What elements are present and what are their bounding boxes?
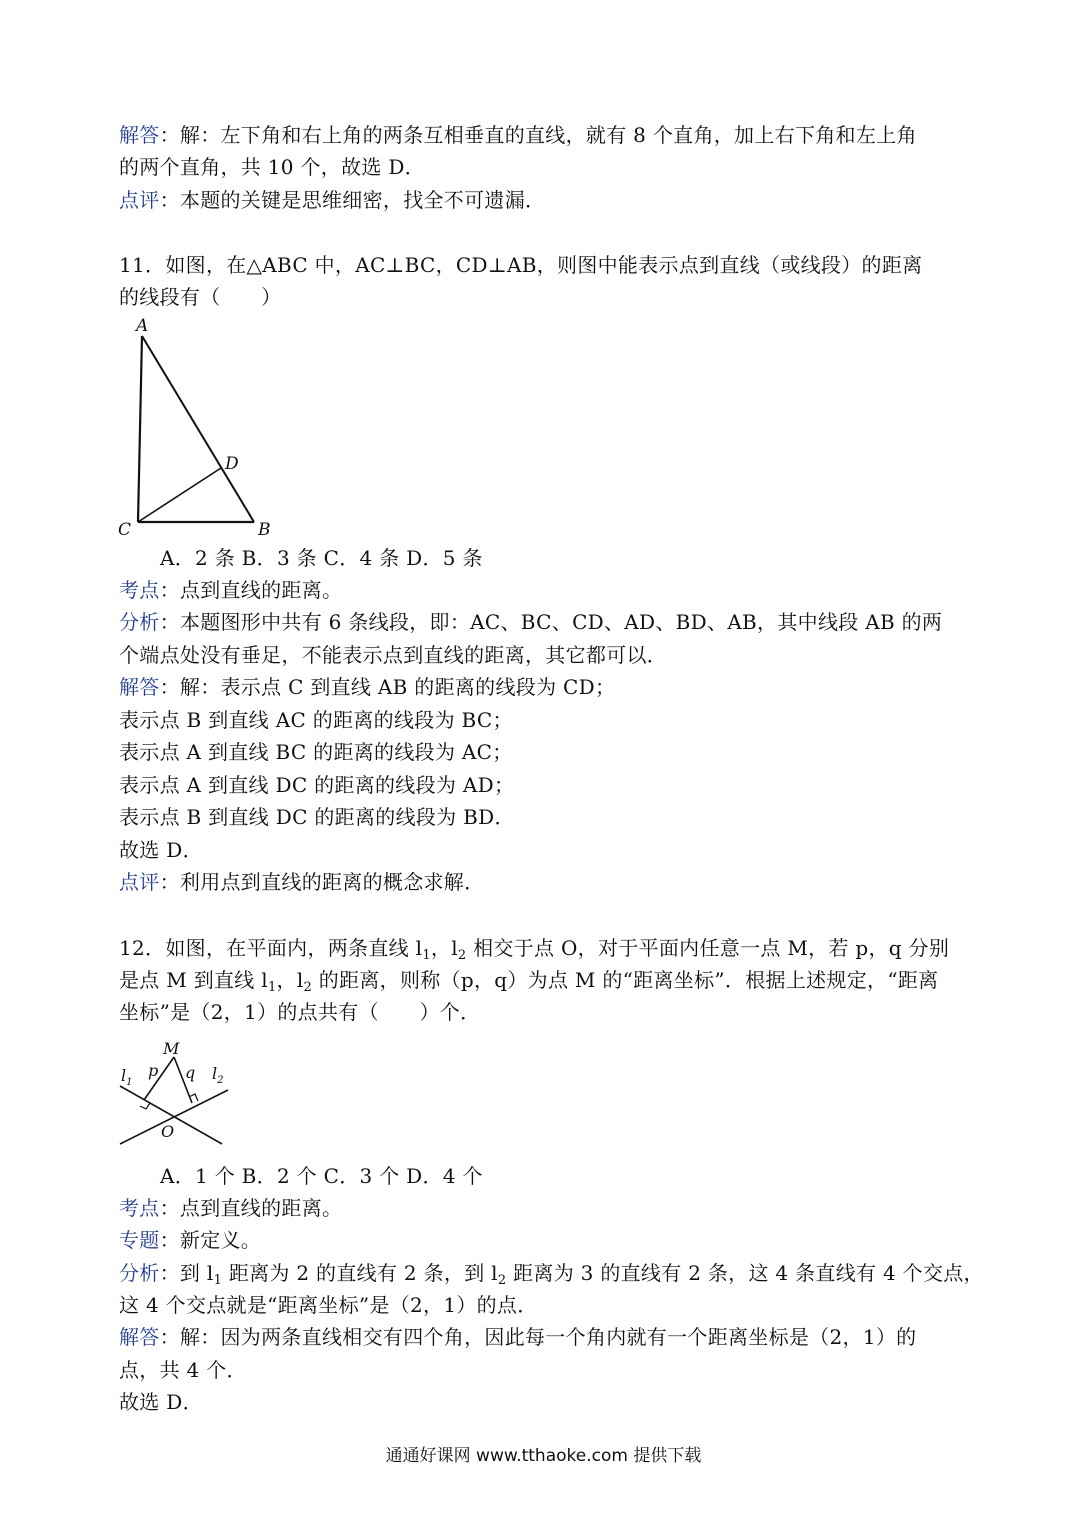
analysis-label: 分析 [119,1261,160,1285]
q12-stem-line-3: 坐标”是（2，1）的点共有（ ）个． [119,1000,481,1024]
q11-stem-line-2: 的线段有（ ） [119,285,282,309]
label-m: M [163,1039,180,1058]
triangle-figure [110,310,290,542]
label-q: q [185,1063,196,1082]
q11-answer-line-6: 故选 D． [119,838,203,862]
q11-answer-line-2: 表示点 B 到直线 AC 的距离的线段为 BC； [119,708,513,732]
answer-label: 解答 [119,123,160,147]
analysis-label: 分析 [119,610,160,634]
q11-comment: 点评：利用点到直线的距离的概念求解． [119,870,485,894]
comment-label: 点评 [119,870,160,894]
distance-coordinate-figure [110,1035,240,1150]
q12-stem-line-1: 12．如图，在平面内，两条直线 $l_1$，$l_2$ 相交于点 O，对于平面内任意一点 M，若 p，q 分别 [119,936,950,963]
q10-answer-line-2: 的两个直角，共 10 个，故选 D． [119,155,425,179]
q10-answer-line-1: 解答：解：左下角和右上角的两条互相垂直的直线，就有 8 个直角，加上右下角和左上角 [119,123,917,147]
label-p: p [148,1061,159,1080]
q11-analysis-line-2: 个端点处没有垂足，不能表示点到直线的距离，其它都可以． [119,643,668,667]
q11-stem-line-1: 11．如图，在△ABC 中，AC⊥BC，CD⊥AB，则图中能表示点到直线（或线段）的距离 [119,253,923,277]
q11-answer-line-3: 表示点 A 到直线 BC 的距离的线段为 AC； [119,740,513,764]
page-footer: 通通好课网 www.tthaoke.com 提供下载 [385,1446,702,1466]
segment-ab [142,336,254,522]
right-angle-mark-p [140,1103,150,1109]
q11-knowledge-point: 考点：点到直线的距离。 [119,578,343,602]
label-b: B [258,520,271,540]
q11-answer-line-5: 表示点 B 到直线 DC 的距离的线段为 BD． [119,805,515,829]
point-label: 考点 [119,578,160,602]
comment-label: 点评 [119,188,160,212]
q12-analysis-line-2: 这 4 个交点就是“距离坐标”是（2，1）的点． [119,1293,538,1317]
q11-analysis-line-1: 分析：本题图形中共有 6 条线段，即：AC、BC、CD、AD、BD、AB，其中线段 AB 的两 [119,610,943,634]
q11-answer-line-4: 表示点 A 到直线 DC 的距离的线段为 AD； [119,773,515,797]
q11-options: A．2 条 B．3 条 C．4 条 D．5 条 [160,546,483,570]
q12-knowledge-point: 考点：点到直线的距离。 [119,1196,343,1220]
q12-options: A．1 个 B．2 个 C．3 个 D．4 个 [160,1164,483,1188]
label-a: A [136,316,149,336]
label-d: D [225,454,239,474]
q12-topic: 专题：新定义。 [119,1228,262,1252]
label-l2: $l_2$ [212,1064,224,1086]
q11-answer-line-1: 解答：解：表示点 C 到直线 AB 的距离的线段为 CD； [119,675,616,699]
label-c: C [118,520,132,540]
segment-cd [138,468,221,522]
q12-analysis-line-1: 分析：到 $l_1$ 距离为 2 的直线有 2 条，到 $l_2$ 距离为 3 的直线有 2 条，这 4 条直线有 4 个交点， [119,1261,984,1288]
q12-stem-line-2: 是点 M 到直线 $l_1$，$l_2$ 的距离，则称（p，q）为点 M 的“距离坐标”．根据上述规定，“距离 [119,968,939,995]
segment-ac [138,336,142,522]
q12-answer-line-2: 点，共 4 个． [119,1358,247,1382]
point-label: 考点 [119,1196,160,1220]
label-o: O [161,1122,175,1141]
answer-label: 解答 [119,675,160,699]
label-l1: $l_1$ [121,1066,133,1088]
topic-label: 专题 [119,1228,160,1252]
q10-comment: 点评：本题的关键是思维细密，找全不可遗漏． [119,188,546,212]
q12-answer-line-3: 故选 D． [119,1390,203,1414]
q12-answer-line-1: 解答：解：因为两条直线相交有四个角，因此每一个角内就有一个距离坐标是（2，1）的 [119,1325,917,1349]
answer-label: 解答 [119,1325,160,1349]
